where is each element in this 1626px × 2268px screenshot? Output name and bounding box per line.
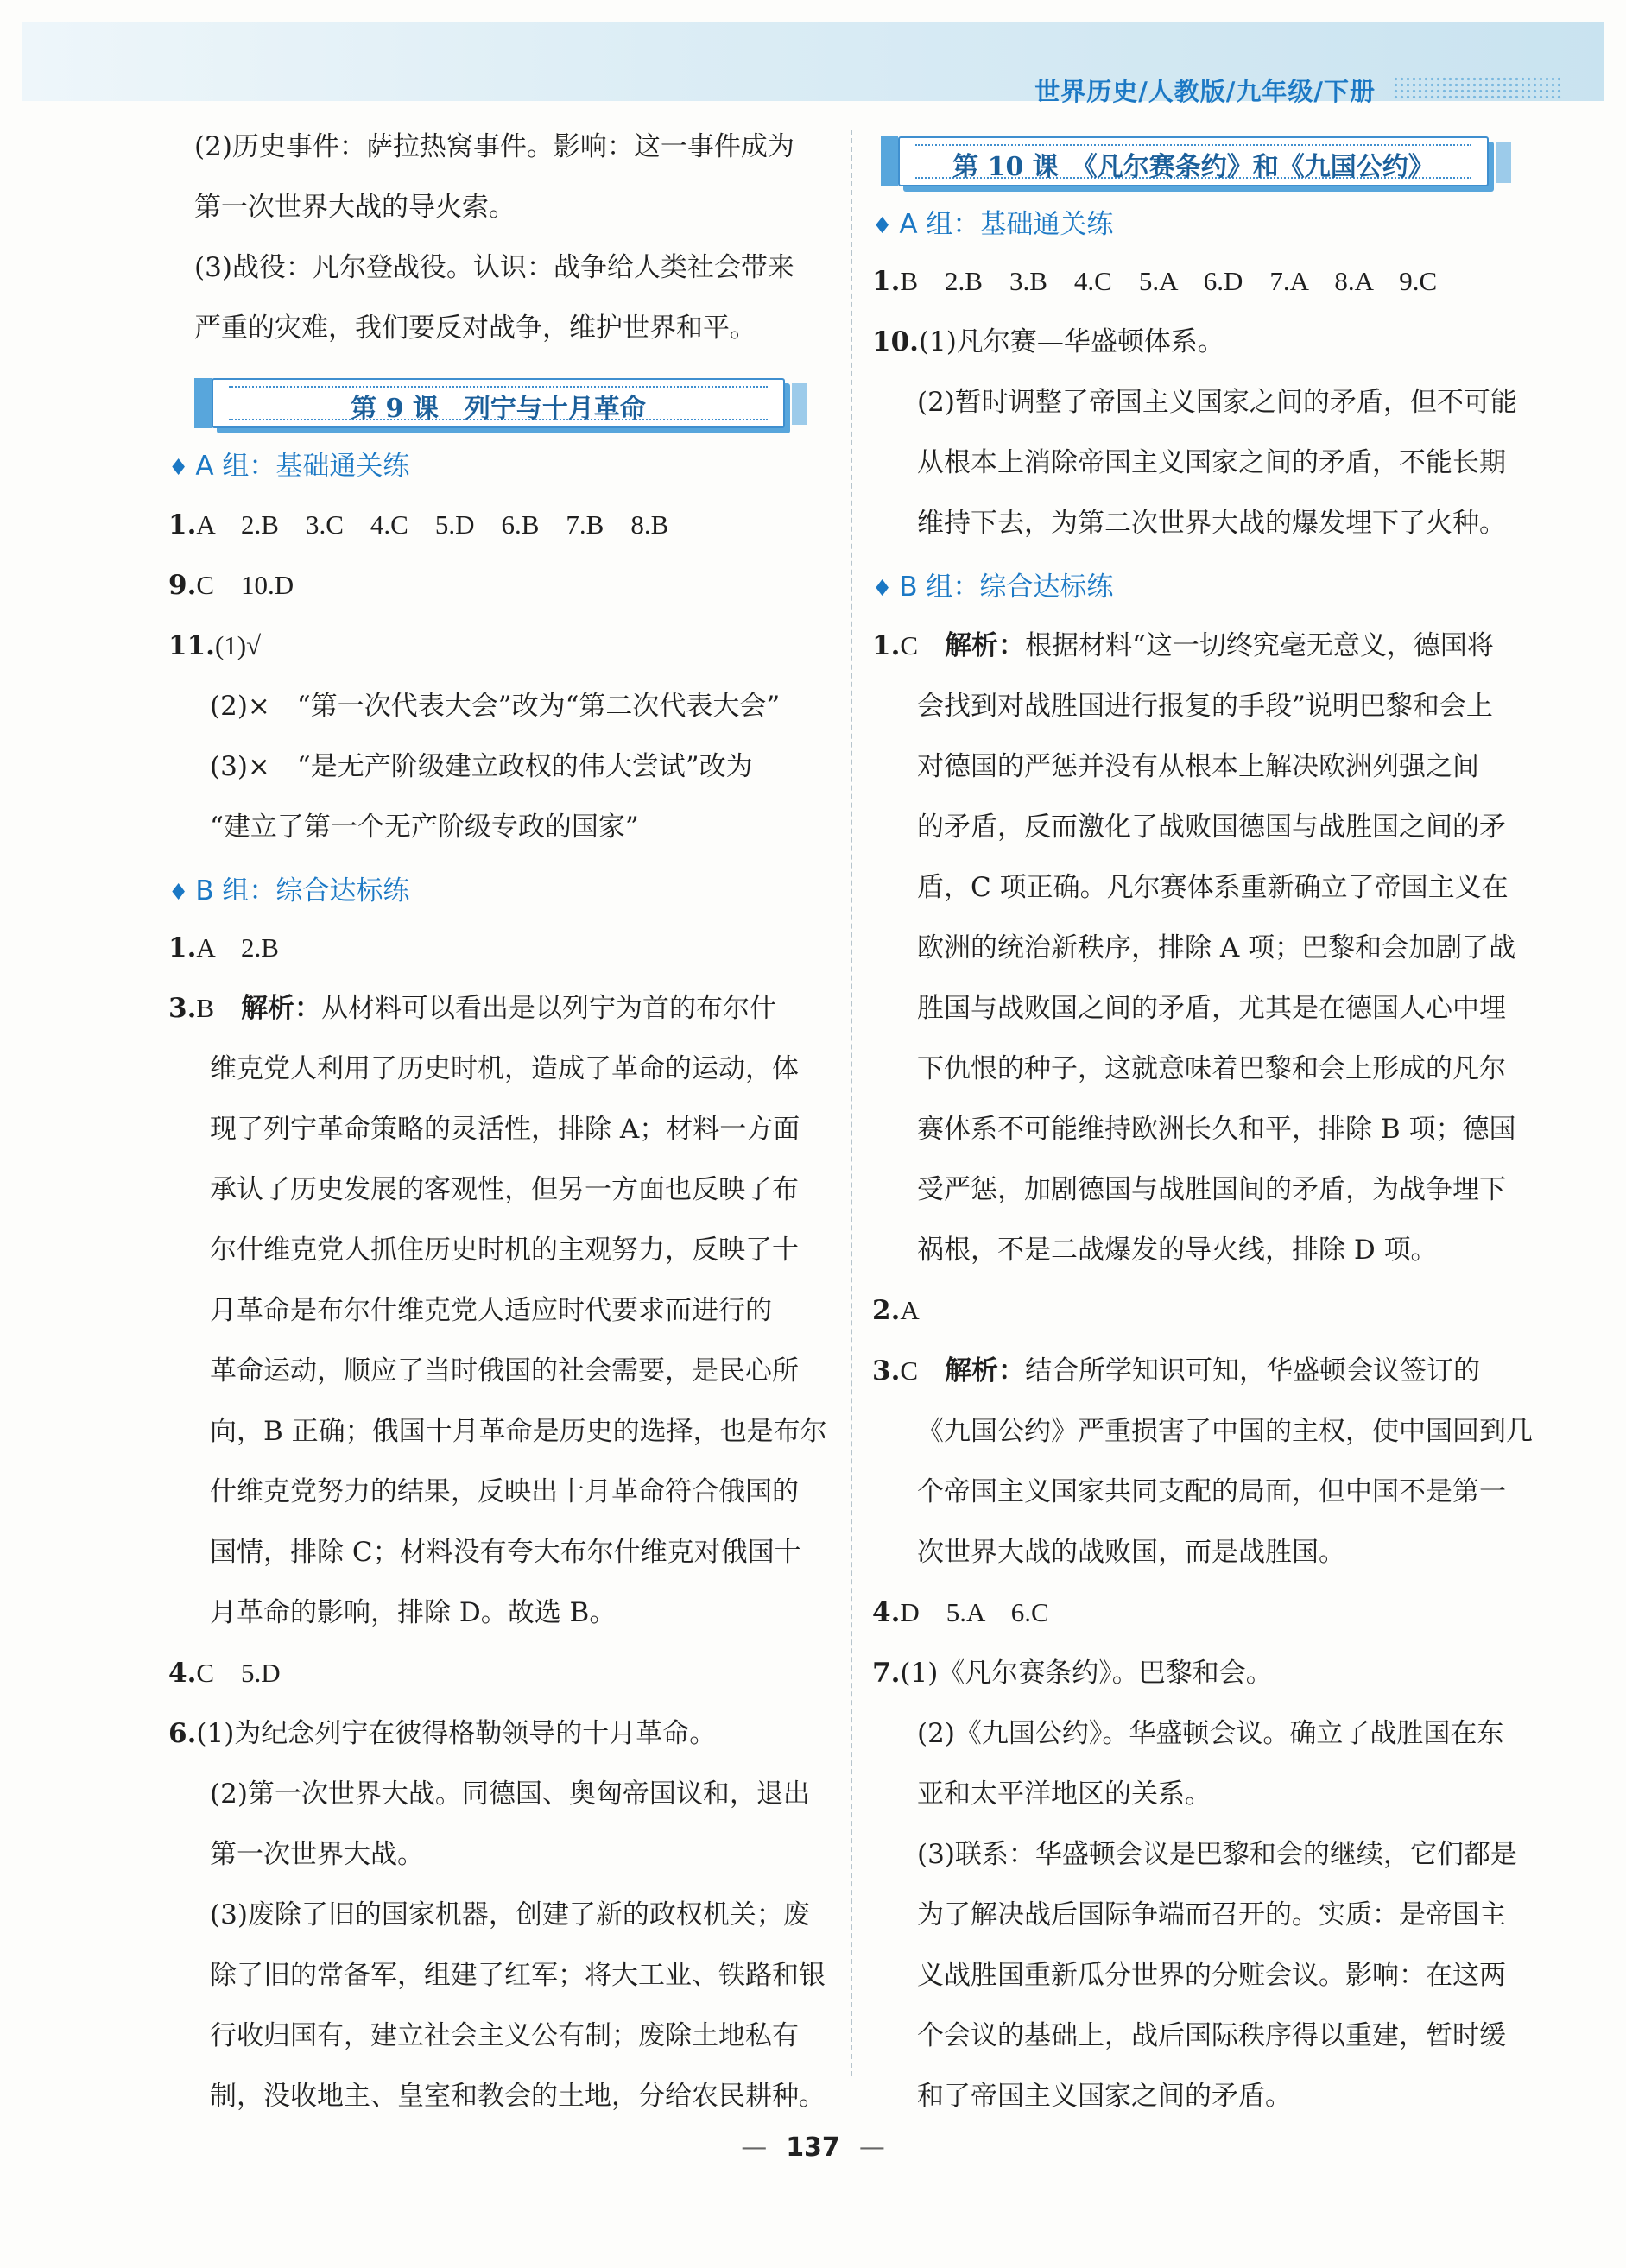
text-line: 祸根，不是二战爆发的导火线，排除 D 项。 — [917, 1235, 1438, 1266]
group-b-heading: ♦ B 组：综合达标练 — [872, 572, 1114, 603]
text-line: 次世界大战的战败国，而是战胜国。 — [917, 1537, 1345, 1568]
lesson-9-title: 第 9 课 列宁与十月革命 — [351, 394, 646, 424]
text-line: 尔什维克党人抓住历史时机的主观努力，反映了十 — [210, 1235, 799, 1266]
text-line: 胜国与战败国之间的矛盾，尤其是在德国人心中埋 — [917, 993, 1506, 1024]
text-line: 第一次世界大战。 — [210, 1839, 424, 1870]
running-header-title: 世界历史/人教版/九年级/下册 — [1034, 77, 1376, 106]
answer-line: 11.(1)√ — [168, 630, 262, 661]
text-line: 月革命的影响，排除 D。故选 B。 — [210, 1597, 617, 1628]
group-b-heading: ♦ B 组：综合达标练 — [168, 875, 410, 907]
answer-line: 1.B 2.B 3.B 4.C 5.A 6.D 7.A 8.A 9.C — [872, 266, 1438, 297]
text-line: 向，B 正确；俄国十月革命是历史的选择，也是布尔 — [210, 1416, 827, 1447]
answer-line: 1.C 解析：根据材料“这一切终究毫无意义，德国将 — [872, 630, 1494, 661]
text-line: 赛体系不可能维持欧洲长久和平，排除 B 项；德国 — [917, 1114, 1516, 1145]
text-line: 维持下去，为第二次世界大战的爆发埋下了火种。 — [917, 508, 1506, 539]
text-line: (2)暂时调整了帝国主义国家之间的矛盾，但不可能 — [917, 387, 1517, 418]
text-line: (2)第一次世界大战。同德国、奥匈帝国议和，退出 — [210, 1778, 810, 1810]
header-dot-pattern — [1393, 76, 1561, 100]
answer-line: 4.C 5.D — [168, 1658, 281, 1689]
text-line: 欧洲的统治新秩序，排除 A 项；巴黎和会加剧了战 — [917, 932, 1516, 963]
text-line: (3)× “是无产阶级建立政权的伟大尝试”改为 — [210, 751, 753, 782]
text-line: (3)联系：华盛顿会议是巴黎和会的继续，它们都是 — [917, 1839, 1517, 1870]
text-line: 什维克党努力的结果，反映出十月革命符合俄国的 — [210, 1476, 799, 1507]
answer-line: 4.D 5.A 6.C — [872, 1597, 1049, 1628]
answer-line: 1.A 2.B 3.C 4.C 5.D 6.B 7.B 8.B — [168, 509, 669, 540]
text-line: 除了旧的常备军，组建了红军；将大工业、铁路和银 — [210, 1960, 826, 1991]
text-line: 个会议的基础上，战后国际秩序得以重建，暂时缓 — [917, 2020, 1506, 2051]
text-line: 的矛盾，反而激化了战败国德国与战胜国之间的矛 — [917, 812, 1506, 843]
lesson-10-banner — [898, 136, 1489, 186]
text-line: 会找到对战胜国进行报复的手段”说明巴黎和会上 — [917, 691, 1493, 722]
lesson-10-title: 第 10 课 《凡尔赛条约》和《九国公约》 — [952, 152, 1434, 182]
text-line: 义战胜国重新瓜分世界的分赃会议。影响：在这两 — [917, 1960, 1506, 1991]
diamond-icon: ♦ — [168, 880, 189, 906]
answer-line: 10.(1)凡尔赛—华盛顿体系。 — [872, 326, 1224, 357]
text-line: (3)战役：凡尔登战役。认识：战争给人类社会带来 — [194, 252, 794, 283]
answer-line: 9.C 10.D — [168, 570, 294, 601]
text-line: 盾，C 项正确。凡尔赛体系重新确立了帝国主义在 — [917, 872, 1509, 903]
page-number: — 137 — — [741, 2132, 885, 2163]
text-line: 严重的灾难，我们要反对战争，维护世界和平。 — [194, 313, 756, 344]
text-line: 受严惩，加剧德国与战胜国间的矛盾，为战争埋下 — [917, 1174, 1506, 1205]
text-line: 承认了历史发展的客观性，但另一方面也反映了布 — [210, 1174, 799, 1205]
column-divider — [851, 130, 852, 2076]
text-line: (2)《九国公约》。华盛顿会议。确立了战胜国在东 — [917, 1718, 1504, 1749]
group-a-heading: ♦ A 组：基础通关练 — [872, 209, 1114, 240]
lesson-9-banner — [212, 378, 785, 428]
text-line: 革命运动，顺应了当时俄国的社会需要，是民心所 — [210, 1355, 799, 1387]
text-line: 国情，排除 C；材料没有夸大布尔什维克对俄国十 — [210, 1537, 801, 1568]
answer-line: 3.B 解析：从材料可以看出是以列宁为首的布尔什 — [168, 993, 777, 1024]
text-line: (3)废除了旧的国家机器，创建了新的政权机关；废 — [210, 1899, 810, 1930]
text-line: 亚和太平洋地区的关系。 — [917, 1778, 1212, 1810]
text-line: 月革命是布尔什维克党人适应时代要求而进行的 — [210, 1295, 772, 1326]
text-line: “建立了第一个无产阶级专政的国家” — [210, 812, 639, 843]
diamond-icon: ♦ — [872, 576, 893, 602]
text-line: 个帝国主义国家共同支配的局面，但中国不是第一 — [917, 1476, 1506, 1507]
text-line: 现了列宁革命策略的灵活性，排除 A；材料一方面 — [210, 1114, 800, 1145]
text-line: 下仇恨的种子，这就意味着巴黎和会上形成的凡尔 — [917, 1053, 1506, 1084]
diamond-icon: ♦ — [872, 213, 893, 239]
text-line: 制，没收地主、皇室和教会的土地，分给农民耕种。 — [210, 2081, 826, 2112]
text-line: 为了解决战后国际争端而召开的。实质：是帝国主 — [917, 1899, 1506, 1930]
text-line: 维克党人利用了历史时机，造成了革命的运动，体 — [210, 1053, 799, 1084]
text-line: (2)历史事件：萨拉热窝事件。影响：这一事件成为 — [194, 131, 794, 162]
text-line: 第一次世界大战的导火索。 — [194, 192, 516, 223]
text-line: 和了帝国主义国家之间的矛盾。 — [917, 2081, 1292, 2112]
answer-line: 7.(1)《凡尔赛条约》。巴黎和会。 — [872, 1658, 1273, 1689]
text-line: 行收归国有，建立社会主义公有制；废除土地私有 — [210, 2020, 799, 2051]
diamond-icon: ♦ — [168, 455, 189, 481]
answer-line: 3.C 解析：结合所学知识可知，华盛顿会议签订的 — [872, 1355, 1481, 1387]
answer-line: 6.(1)为纪念列宁在彼得格勒领导的十月革命。 — [168, 1718, 717, 1749]
text-line: (2)× “第一次代表大会”改为“第二次代表大会” — [210, 691, 781, 722]
text-line: 从根本上消除帝国主义国家之间的矛盾，不能长期 — [917, 447, 1506, 478]
answer-line: 1.A 2.B — [168, 932, 279, 963]
group-a-heading: ♦ A 组：基础通关练 — [168, 451, 410, 482]
text-line: 对德国的严惩并没有从根本上解决欧洲列强之间 — [917, 751, 1479, 782]
answer-line: 2.A — [872, 1295, 920, 1326]
text-line: 《九国公约》严重损害了中国的主权，使中国回到几 — [917, 1416, 1533, 1447]
